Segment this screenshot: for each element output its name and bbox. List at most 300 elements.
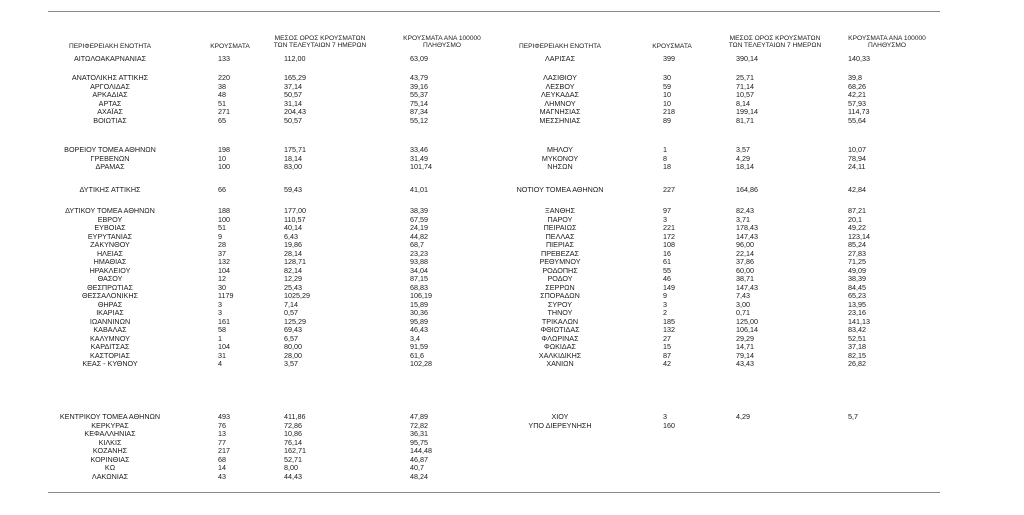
region-cell: ΔΥΤΙΚΗΣ ΑΤΤΙΚΗΣ — [79, 185, 141, 194]
cases-cell: 9 — [663, 291, 667, 300]
cases-cell: 37 — [218, 248, 226, 258]
table-row — [0, 163, 1024, 172]
table-row — [0, 241, 1024, 250]
avg-cell: 165,29 — [284, 73, 306, 82]
per100k-cell: 91,59 — [410, 342, 428, 351]
avg-cell: 128,71 — [284, 257, 306, 266]
cases-cell: 132 — [218, 257, 230, 266]
avg-cell: 12,29 — [284, 274, 302, 283]
per100k-cell: 55,37 — [410, 90, 428, 99]
region-cell: ΥΠΟ ΔΙΕΡΕΥΝΗΣΗ — [528, 420, 592, 430]
cases-cell: 10 — [218, 153, 226, 163]
region-cell: ΧΙΟΥ — [551, 412, 569, 421]
region-cell: ΦΛΩΡΙΝΑΣ — [541, 333, 579, 343]
avg-cell: 10,86 — [284, 429, 302, 438]
per100k-cell: 30,36 — [410, 308, 428, 317]
region-cell: ΘΕΣΣΑΛΟΝΙΚΗΣ — [82, 291, 138, 300]
per100k-cell: 71,25 — [848, 257, 866, 266]
region-cell: ΑΡΓΟΛΙΔΑΣ — [90, 81, 130, 91]
region-cell: ΝΗΣΩΝ — [547, 162, 573, 171]
region-cell: ΧΑΛΚΙΔΙΚΗΣ — [538, 350, 582, 360]
table-row — [0, 117, 1024, 126]
cases-cell: 2 — [663, 308, 667, 317]
avg-cell: 60,00 — [736, 265, 754, 275]
cases-cell: 100 — [218, 214, 230, 224]
per100k-cell: 24,11 — [848, 162, 866, 171]
region-cell: ΖΑΚΥΝΘΟΥ — [90, 240, 130, 249]
avg-cell: 18,14 — [736, 162, 754, 171]
cases-cell: 51 — [218, 223, 226, 232]
cases-cell: 68 — [218, 454, 226, 464]
table-row — [0, 186, 1024, 195]
avg-cell: 204,43 — [284, 107, 306, 116]
top-rule — [48, 11, 940, 12]
table-row — [0, 108, 1024, 117]
avg-cell: 19,86 — [284, 240, 302, 249]
cases-cell: 3 — [663, 412, 667, 421]
avg-cell: 10,57 — [736, 90, 754, 99]
avg-cell: 71,14 — [736, 81, 754, 91]
cases-cell: 27 — [663, 333, 671, 343]
per100k-cell: 40,7 — [410, 463, 424, 472]
right-header-avg7: ΜΕΣΟΣ ΟΡΟΣ ΚΡΟΥΣΜΑΤΩΝ ΤΩΝ ΤΕΛΕΥΤΑΙΩΝ 7 ΗΜΕΡΩΝ — [728, 35, 822, 50]
region-cell: ΡΕΘΥΜΝΟΥ — [539, 257, 581, 266]
per100k-cell: 42,21 — [848, 90, 866, 99]
cases-cell: 3 — [218, 299, 222, 309]
avg-cell: 69,43 — [284, 325, 302, 334]
per100k-cell: 93,88 — [410, 257, 428, 266]
region-cell: ΚΕΡΚΥΡΑΣ — [91, 420, 129, 430]
region-cell: ΔΡΑΜΑΣ — [95, 162, 125, 171]
avg-cell: 178,43 — [736, 223, 758, 232]
avg-cell: 14,71 — [736, 342, 754, 351]
cases-cell: 30 — [663, 73, 671, 82]
region-cell: ΛΑΣΙΘΙΟΥ — [543, 73, 577, 82]
per100k-cell: 43,79 — [410, 73, 428, 82]
cases-cell: 221 — [663, 223, 675, 232]
avg-cell: 125,00 — [736, 316, 758, 326]
table-row — [0, 224, 1024, 233]
region-cell: ΕΒΡΟΥ — [97, 214, 123, 224]
cases-cell: 198 — [218, 145, 230, 154]
region-cell: ΑΝΑΤΟΛΙΚΗΣ ΑΤΤΙΚΗΣ — [71, 73, 149, 82]
cases-cell: 185 — [663, 316, 675, 326]
avg-cell: 147,43 — [736, 282, 758, 292]
cases-cell: 12 — [218, 274, 226, 283]
bottom-rule — [48, 492, 940, 493]
avg-cell: 82,14 — [284, 265, 302, 275]
cases-cell: 38 — [218, 81, 226, 91]
region-cell: ΑΙΤΩΛΟΑΚΑΡΝΑΝΙΑΣ — [73, 54, 147, 63]
per100k-cell: 68,26 — [848, 81, 866, 91]
per100k-cell: 5,7 — [848, 412, 858, 421]
per100k-cell: 24,19 — [410, 223, 428, 232]
table-row — [0, 216, 1024, 225]
region-cell: ΑΡΚΑΔΙΑΣ — [92, 90, 128, 99]
avg-cell: 6,57 — [284, 333, 298, 343]
region-cell: ΙΩΑΝΝΙΝΩΝ — [89, 316, 131, 326]
per100k-cell: 68,83 — [410, 282, 428, 292]
avg-cell: 22,14 — [736, 248, 754, 258]
left-header-avg7: ΜΕΣΟΣ ΟΡΟΣ ΚΡΟΥΣΜΑΤΩΝ ΤΩΝ ΤΕΛΕΥΤΑΙΩΝ 7 ΗΜΕΡΩΝ — [273, 35, 367, 50]
avg-cell: 164,86 — [736, 185, 758, 194]
per100k-cell: 23,16 — [848, 308, 866, 317]
region-cell: ΠΡΕΒΕΖΑΣ — [541, 248, 579, 258]
avg-cell: 3,57 — [736, 145, 750, 154]
table-row — [0, 439, 1024, 448]
region-cell: ΡΟΔΟΥ — [547, 274, 573, 283]
region-cell: ΠΙΕΡΙΑΣ — [545, 240, 574, 249]
avg-cell: 79,14 — [736, 350, 754, 360]
avg-cell: 106,14 — [736, 325, 758, 334]
left-header-region: ΠΕΡΙΦΕΡΕΙΑΚΗ ΕΝΟΤΗΤΑ — [68, 43, 152, 50]
cases-cell: 149 — [663, 282, 675, 292]
per100k-cell: 141,13 — [848, 316, 870, 326]
cases-cell: 104 — [218, 265, 230, 275]
cases-cell: 172 — [663, 231, 675, 241]
region-cell: ΠΑΡΟΥ — [547, 214, 573, 224]
per100k-cell: 67,59 — [410, 214, 428, 224]
avg-cell: 96,00 — [736, 240, 754, 249]
right-header-per100k: ΚΡΟΥΣΜΑΤΑ ΑΝΑ 100000 ΠΛΗΘΥΣΜΟ — [848, 35, 926, 50]
per100k-cell: 38,39 — [410, 206, 428, 215]
region-cell: ΜΕΣΣΗΝΙΑΣ — [539, 115, 581, 125]
region-cell: ΗΡΑΚΛΕΙΟΥ — [89, 265, 131, 275]
per100k-cell: 75,14 — [410, 98, 428, 108]
cases-cell: 160 — [663, 420, 675, 430]
avg-cell: 40,14 — [284, 223, 302, 232]
cases-cell: 87 — [663, 350, 671, 360]
per100k-cell: 49,22 — [848, 223, 866, 232]
per100k-cell: 42,84 — [848, 185, 866, 194]
cases-cell: 28 — [218, 240, 226, 249]
per100k-cell: 87,15 — [410, 274, 428, 283]
cases-cell: 133 — [218, 54, 230, 63]
avg-cell: 52,71 — [284, 454, 302, 464]
region-cell: ΗΛΕΙΑΣ — [96, 248, 124, 258]
avg-cell: 199,14 — [736, 107, 758, 116]
region-cell: ΒΟΡΕΙΟΥ ΤΟΜΕΑ ΑΘΗΝΩΝ — [64, 145, 156, 154]
per100k-cell: 55,64 — [848, 115, 866, 125]
region-cell: ΚΕΝΤΡΙΚΟΥ ΤΟΜΕΑ ΑΘΗΝΩΝ — [59, 412, 161, 421]
per100k-cell: 95,75 — [410, 437, 428, 447]
avg-cell: 1025,29 — [284, 291, 310, 300]
per100k-cell: 84,45 — [848, 282, 866, 292]
per100k-cell: 101,74 — [410, 162, 432, 171]
left-header-cases: ΚΡΟΥΣΜΑΤΑ — [210, 43, 250, 50]
avg-cell: 81,71 — [736, 115, 754, 125]
avg-cell: 29,29 — [736, 333, 754, 343]
region-cell: ΓΡΕΒΕΝΩΝ — [90, 153, 130, 163]
per100k-cell: 87,21 — [848, 206, 866, 215]
avg-cell: 4,29 — [736, 412, 750, 421]
region-cell: ΚΑΣΤΟΡΙΑΣ — [90, 350, 130, 360]
avg-cell: 80,00 — [284, 342, 302, 351]
per100k-cell: 10,07 — [848, 145, 866, 154]
cases-cell: 48 — [218, 90, 226, 99]
table-row — [0, 301, 1024, 310]
per100k-cell: 61,6 — [410, 350, 424, 360]
per100k-cell: 123,14 — [848, 231, 870, 241]
cases-cell: 10 — [663, 98, 671, 108]
avg-cell: 72,86 — [284, 420, 302, 430]
cases-cell: 161 — [218, 316, 230, 326]
cases-cell: 3 — [218, 308, 222, 317]
region-cell: ΣΥΡΟΥ — [547, 299, 573, 309]
region-cell: ΚΩ — [104, 463, 116, 472]
region-cell: ΚΑΛΥΜΝΟΥ — [90, 333, 130, 343]
cases-cell: 55 — [663, 265, 671, 275]
per100k-cell: 95,89 — [410, 316, 428, 326]
region-cell: ΘΗΡΑΣ — [97, 299, 123, 309]
region-cell: ΠΕΙΡΑΙΩΣ — [543, 223, 577, 232]
table-row — [0, 83, 1024, 92]
per100k-cell: 140,33 — [848, 54, 870, 63]
per100k-cell: 23,23 — [410, 248, 428, 258]
avg-cell: 37,86 — [736, 257, 754, 266]
avg-cell: 0,71 — [736, 308, 750, 317]
per100k-cell: 38,39 — [848, 274, 866, 283]
per100k-cell: 65,23 — [848, 291, 866, 300]
per100k-cell: 49,09 — [848, 265, 866, 275]
per100k-cell: 41,01 — [410, 185, 428, 194]
per100k-cell: 33,46 — [410, 145, 428, 154]
region-cell: ΒΟΙΩΤΙΑΣ — [93, 115, 127, 125]
per100k-cell: 31,49 — [410, 153, 428, 163]
per100k-cell: 57,93 — [848, 98, 866, 108]
avg-cell: 147,43 — [736, 231, 758, 241]
table-row — [0, 309, 1024, 318]
table-row — [0, 207, 1024, 216]
per100k-cell: 78,94 — [848, 153, 866, 163]
per100k-cell: 102,28 — [410, 359, 432, 368]
region-cell: ΜΗΛΟΥ — [547, 145, 573, 154]
avg-cell: 110,57 — [284, 214, 306, 224]
per100k-cell: 36,31 — [410, 429, 428, 438]
region-cell: ΑΧΑΪΑΣ — [97, 107, 123, 116]
region-cell: ΞΑΝΘΗΣ — [545, 206, 575, 215]
avg-cell: 28,14 — [284, 248, 302, 258]
region-cell: ΙΚΑΡΙΑΣ — [96, 308, 124, 317]
cases-cell: 16 — [663, 248, 671, 258]
avg-cell: 125,29 — [284, 316, 306, 326]
table-row — [0, 430, 1024, 439]
avg-cell: 82,43 — [736, 206, 754, 215]
region-cell: ΔΥΤΙΚΟΥ ΤΟΜΕΑ ΑΘΗΝΩΝ — [65, 206, 155, 215]
avg-cell: 31,14 — [284, 98, 302, 108]
table-row — [0, 55, 1024, 64]
region-cell: ΕΥΡΥΤΑΝΙΑΣ — [87, 231, 133, 241]
cases-cell: 1 — [663, 145, 667, 154]
region-cell: ΛΗΜΝΟΥ — [544, 98, 576, 108]
cases-cell: 8 — [663, 153, 667, 163]
region-cell: ΤΗΝΟΥ — [547, 308, 573, 317]
region-cell: ΛΑΡΙΣΑΣ — [544, 54, 576, 63]
table-row — [0, 318, 1024, 327]
cases-cell: 4 — [218, 359, 222, 368]
per100k-cell: 55,12 — [410, 115, 428, 125]
avg-cell: 43,43 — [736, 359, 754, 368]
region-cell: ΚΑΡΔΙΤΣΑΣ — [90, 342, 130, 351]
avg-cell: 8,00 — [284, 463, 298, 472]
table-row — [0, 343, 1024, 352]
avg-cell: 37,14 — [284, 81, 302, 91]
per100k-cell: 39,8 — [848, 73, 862, 82]
cases-cell: 89 — [663, 115, 671, 125]
table-row — [0, 74, 1024, 83]
cases-cell: 188 — [218, 206, 230, 215]
table-row — [0, 360, 1024, 369]
table-row — [0, 155, 1024, 164]
region-cell: ΚΑΒΑΛΑΣ — [93, 325, 127, 334]
region-cell: ΚΙΛΚΙΣ — [98, 437, 122, 447]
region-cell: ΝΟΤΙΟΥ ΤΟΜΕΑ ΑΘΗΝΩΝ — [516, 185, 604, 194]
per100k-cell: 114,73 — [848, 107, 870, 116]
table-row — [0, 335, 1024, 344]
region-cell: ΤΡΙΚΑΛΩΝ — [541, 316, 579, 326]
region-cell: ΘΕΣΠΡΩΤΙΑΣ — [87, 282, 133, 292]
avg-cell: 25,71 — [736, 73, 754, 82]
avg-cell: 177,00 — [284, 206, 306, 215]
cases-cell: 3 — [663, 299, 667, 309]
region-cell: ΕΥΒΟΙΑΣ — [94, 223, 126, 232]
table-row — [0, 100, 1024, 109]
avg-cell: 175,71 — [284, 145, 306, 154]
per100k-cell: 15,89 — [410, 299, 428, 309]
cases-cell: 77 — [218, 437, 226, 447]
cases-cell: 65 — [218, 115, 226, 125]
per100k-cell: 85,24 — [848, 240, 866, 249]
cases-cell: 100 — [218, 162, 230, 171]
avg-cell: 3,00 — [736, 299, 750, 309]
table-row — [0, 473, 1024, 482]
cases-cell: 18 — [663, 162, 671, 171]
cases-cell: 15 — [663, 342, 671, 351]
per100k-cell: 144,48 — [410, 446, 432, 455]
cases-cell: 14 — [218, 463, 226, 472]
avg-cell: 50,57 — [284, 90, 302, 99]
table-row — [0, 267, 1024, 276]
avg-cell: 83,00 — [284, 162, 302, 171]
avg-cell: 44,43 — [284, 471, 302, 481]
avg-cell: 0,57 — [284, 308, 298, 317]
region-cell: ΚΕΦΑΛΛΗΝΙΑΣ — [84, 429, 136, 438]
cases-cell: 104 — [218, 342, 230, 351]
cases-cell: 132 — [663, 325, 675, 334]
avg-cell: 59,43 — [284, 185, 302, 194]
cases-cell: 76 — [218, 420, 226, 430]
region-cell: ΚΟΡΙΝΘΙΑΣ — [90, 454, 130, 464]
cases-cell: 58 — [218, 325, 226, 334]
cases-cell: 51 — [218, 98, 226, 108]
avg-cell: 6,43 — [284, 231, 298, 241]
right-header-region: ΠΕΡΙΦΕΡΕΙΑΚΗ ΕΝΟΤΗΤΑ — [518, 43, 602, 50]
table-row — [0, 326, 1024, 335]
table-row — [0, 258, 1024, 267]
avg-cell: 38,71 — [736, 274, 754, 283]
avg-cell: 3,71 — [736, 214, 750, 224]
per100k-cell: 83,42 — [848, 325, 866, 334]
region-cell: ΠΕΛΛΑΣ — [545, 231, 575, 241]
avg-cell: 390,14 — [736, 54, 758, 63]
region-cell: ΘΑΣΟΥ — [97, 274, 123, 283]
cases-cell: 10 — [663, 90, 671, 99]
per100k-cell: 46,87 — [410, 454, 428, 464]
region-cell: ΛΕΥΚΑΔΑΣ — [540, 90, 579, 99]
avg-cell: 411,86 — [284, 412, 306, 421]
region-cell: ΜΑΓΝΗΣΙΑΣ — [539, 107, 581, 116]
cases-cell: 218 — [663, 107, 675, 116]
cases-cell: 108 — [663, 240, 675, 249]
region-cell: ΑΡΤΑΣ — [98, 98, 122, 108]
per100k-cell: 34,04 — [410, 265, 428, 275]
table-row — [0, 250, 1024, 259]
avg-cell: 4,29 — [736, 153, 750, 163]
region-cell: ΜΥΚΟΝΟΥ — [541, 153, 579, 163]
cases-cell: 61 — [663, 257, 671, 266]
per100k-cell: 106,19 — [410, 291, 432, 300]
per100k-cell: 37,18 — [848, 342, 866, 351]
table-row — [0, 413, 1024, 422]
per100k-cell: 46,43 — [410, 325, 428, 334]
cases-cell: 59 — [663, 81, 671, 91]
per100k-cell: 68,7 — [410, 240, 424, 249]
region-cell: ΣΕΡΡΩΝ — [545, 282, 575, 292]
region-cell: ΚΟΖΑΝΗΣ — [92, 446, 128, 455]
avg-cell: 162,71 — [284, 446, 306, 455]
table-row — [0, 91, 1024, 100]
cases-cell: 1 — [218, 333, 222, 343]
cases-cell: 217 — [218, 446, 230, 455]
cases-cell: 43 — [218, 471, 226, 481]
region-cell: ΣΠΟΡΑΔΩΝ — [540, 291, 580, 300]
cases-cell: 42 — [663, 359, 671, 368]
cases-cell: 271 — [218, 107, 230, 116]
region-cell: ΛΑΚΩΝΙΑΣ — [91, 471, 129, 481]
avg-cell: 8,14 — [736, 98, 750, 108]
table-row — [0, 233, 1024, 242]
cases-cell: 220 — [218, 73, 230, 82]
per100k-cell: 72,82 — [410, 420, 428, 430]
table-row — [0, 447, 1024, 456]
per100k-cell: 48,24 — [410, 471, 428, 481]
left-header-per100k: ΚΡΟΥΣΜΑΤΑ ΑΝΑ 100000 ΠΛΗΘΥΣΜΟ — [403, 35, 481, 50]
per100k-cell: 44,82 — [410, 231, 428, 241]
cases-cell: 30 — [218, 282, 226, 292]
per100k-cell: 20,1 — [848, 214, 862, 224]
region-cell: ΗΜΑΘΙΑΣ — [93, 257, 127, 266]
table-row — [0, 464, 1024, 473]
region-cell: ΦΩΚΙΔΑΣ — [544, 342, 576, 351]
avg-cell: 112,00 — [284, 54, 306, 63]
cases-cell: 493 — [218, 412, 230, 421]
cases-cell: 3 — [663, 214, 667, 224]
per100k-cell: 3,4 — [410, 333, 420, 343]
cases-cell: 399 — [663, 54, 675, 63]
table-row — [0, 146, 1024, 155]
region-cell: ΚΕΑΣ - ΚΥΘΝΟΥ — [82, 359, 138, 368]
table-row — [0, 284, 1024, 293]
cases-cell: 66 — [218, 185, 226, 194]
cases-cell: 13 — [218, 429, 226, 438]
per100k-cell: 47,89 — [410, 412, 428, 421]
per100k-cell: 63,09 — [410, 54, 428, 63]
per100k-cell: 13,95 — [848, 299, 866, 309]
cases-cell: 9 — [218, 231, 222, 241]
cases-cell: 227 — [663, 185, 675, 194]
region-cell: ΛΕΣΒΟΥ — [545, 81, 575, 91]
avg-cell: 50,57 — [284, 115, 302, 125]
